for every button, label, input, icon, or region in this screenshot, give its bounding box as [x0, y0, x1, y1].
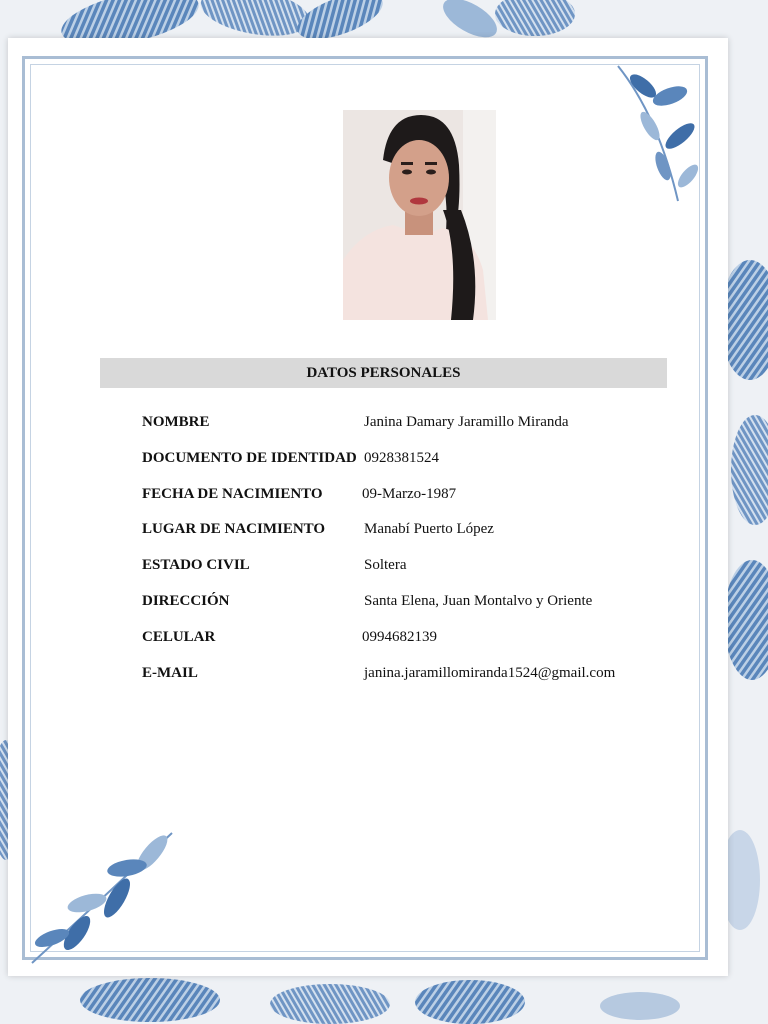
- cv-page: [8, 38, 728, 976]
- field-value: 0928381524: [364, 449, 439, 466]
- section-title: DATOS PERSONALES: [306, 364, 461, 381]
- field-value: 0994682139: [362, 628, 437, 645]
- field-row-email: [142, 665, 682, 701]
- field-label: CELULAR: [142, 628, 216, 645]
- field-value: 09-Marzo-1987: [362, 485, 457, 502]
- profile-photo: [343, 110, 496, 320]
- field-value: Soltera: [364, 557, 407, 574]
- field-value: Manabí Puerto López: [364, 521, 494, 538]
- field-row-documento: [142, 450, 682, 486]
- field-row-lugar-nacimiento: [142, 521, 682, 557]
- field-value: janina.jaramillomiranda1524@gmail.com: [364, 664, 616, 681]
- section-header-datos-personales: [100, 358, 667, 388]
- field-label: DOCUMENTO DE IDENTIDAD: [142, 449, 357, 466]
- field-label: LUGAR DE NACIMIENTO: [142, 521, 326, 538]
- field-label: DIRECCIÓN: [142, 592, 230, 609]
- field-label: ESTADO CIVIL: [142, 557, 250, 574]
- field-row-direccion: [142, 593, 682, 629]
- field-row-nombre: [142, 414, 682, 450]
- field-label: NOMBRE: [142, 414, 210, 430]
- top-right-leaf-sprig: [608, 56, 708, 206]
- profile-photo-illustration: [343, 110, 496, 320]
- field-row-fecha-nacimiento: [142, 486, 682, 522]
- bottom-left-leaf-sprig: [22, 828, 182, 968]
- field-value: Janina Damary Jaramillo Miranda: [364, 414, 569, 430]
- personal-data-list: [142, 414, 682, 700]
- field-row-estado-civil: [142, 557, 682, 593]
- field-row-celular: [142, 629, 682, 665]
- field-value: Santa Elena, Juan Montalvo y Oriente: [364, 592, 593, 609]
- field-label: FECHA DE NACIMIENTO: [142, 485, 323, 502]
- bottom-leaf-cluster: [80, 978, 680, 1024]
- field-label: E-MAIL: [142, 664, 198, 681]
